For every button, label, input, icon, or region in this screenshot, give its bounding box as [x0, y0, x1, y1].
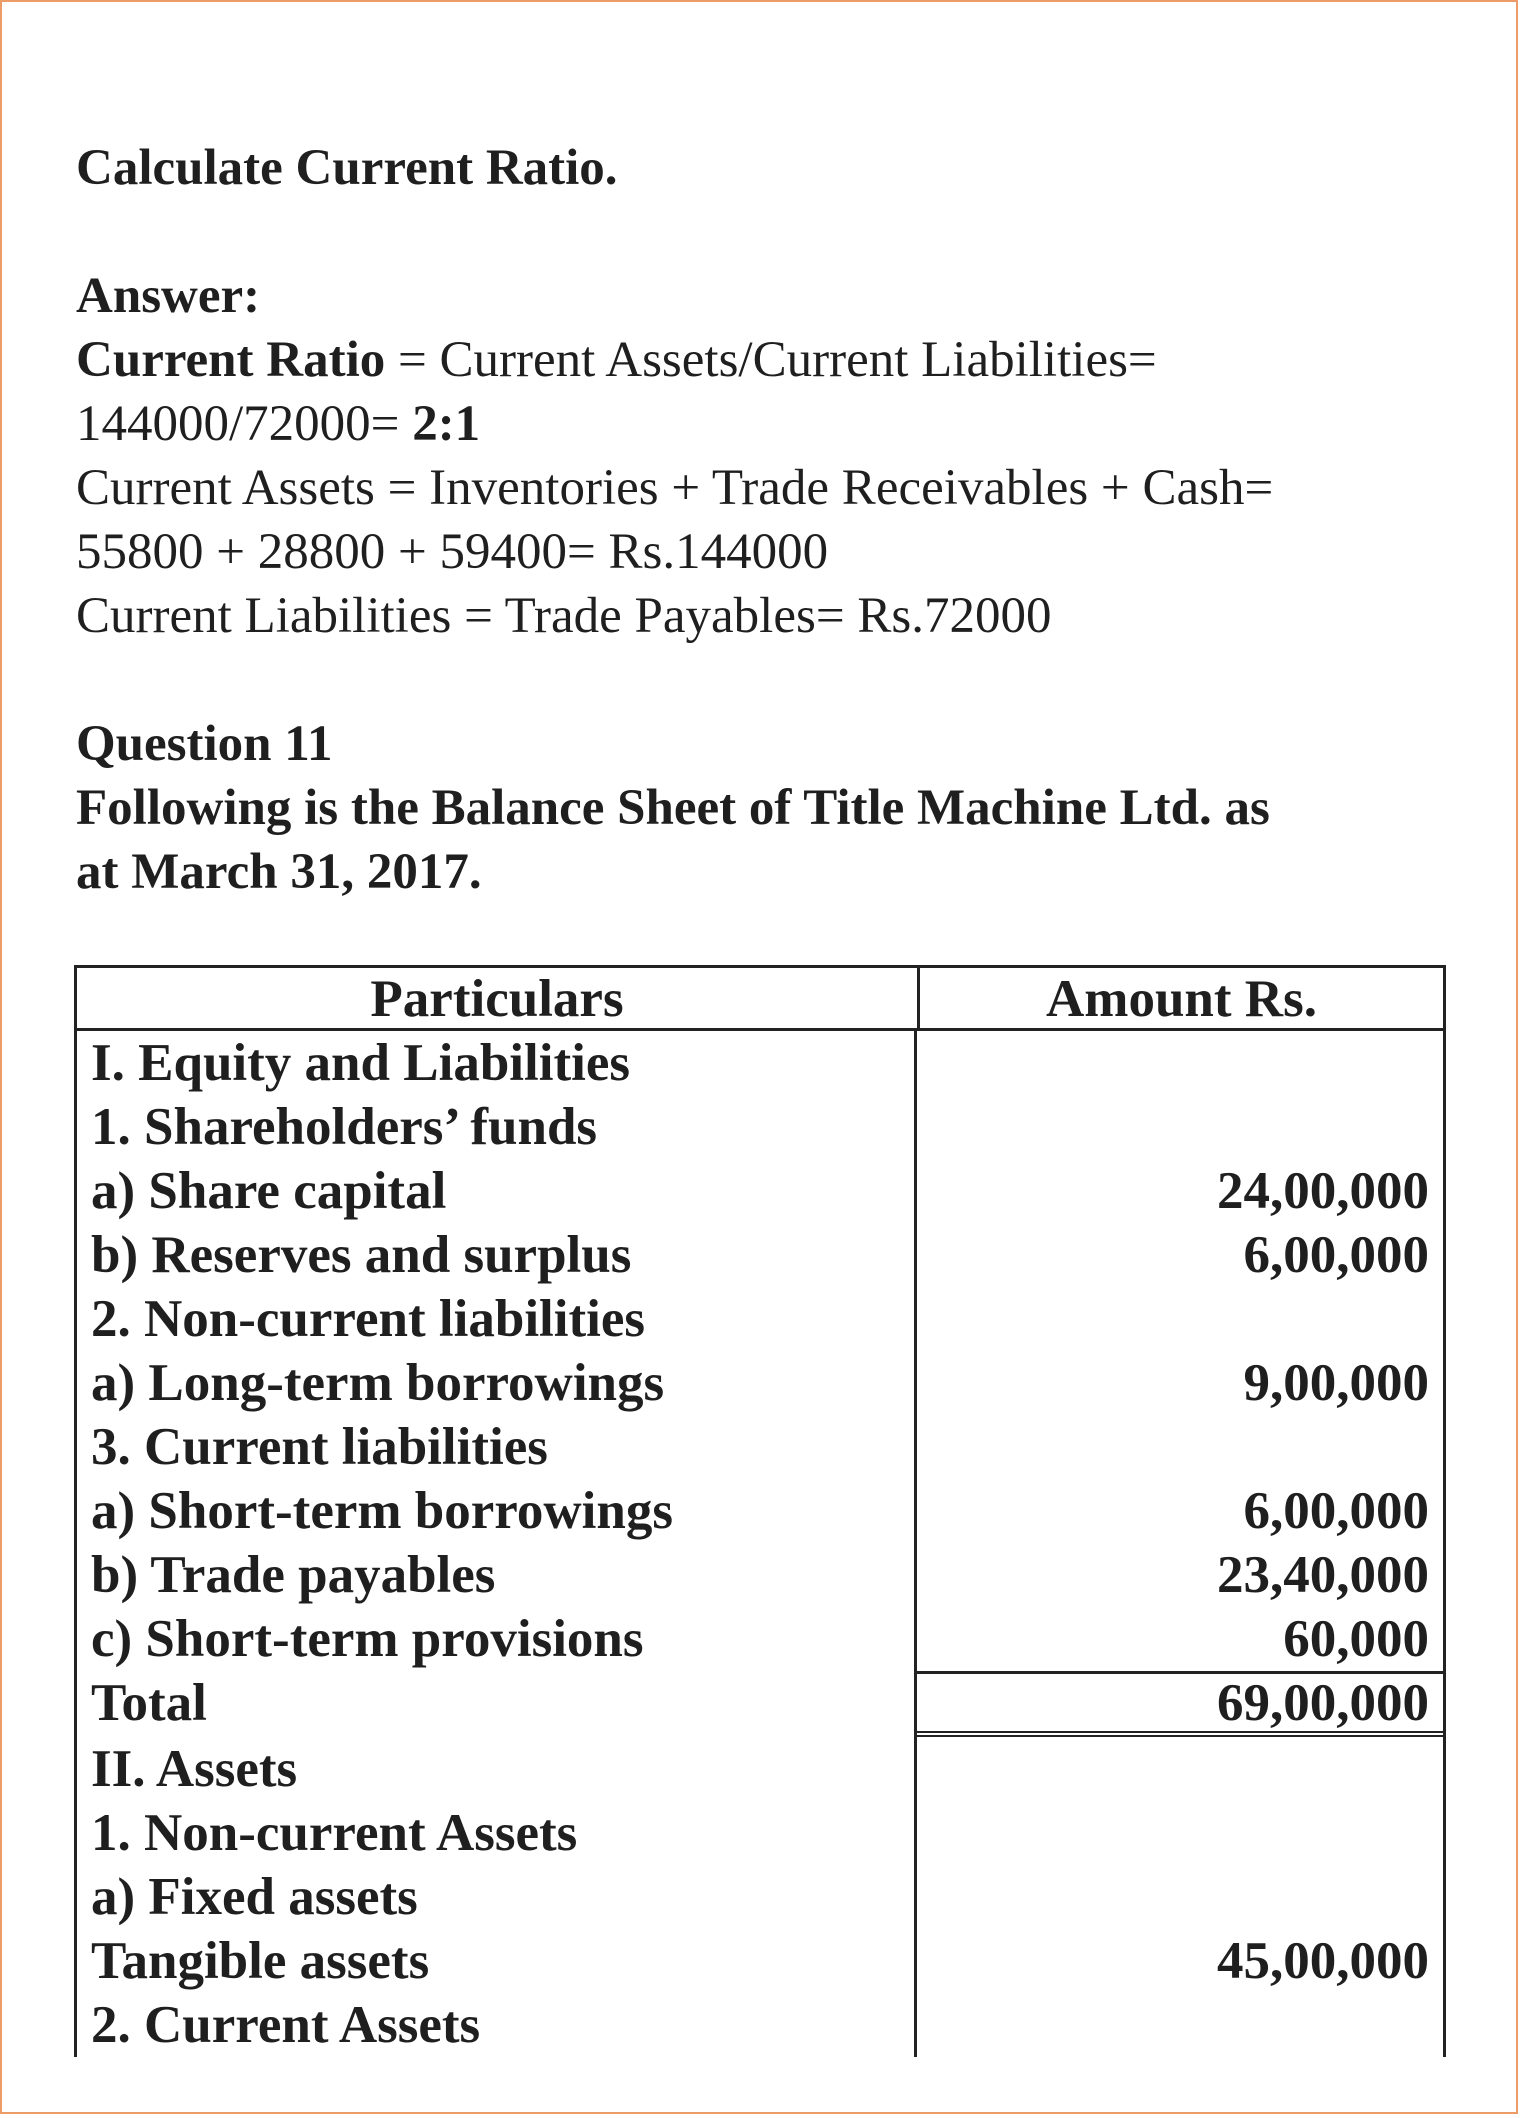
answer-line-2	[76, 392, 1476, 456]
balance-sheet-table	[74, 965, 1446, 2057]
row-particular: b) Reserves and surplus	[91, 1226, 632, 1284]
table-header	[74, 965, 1446, 1031]
row-amount: 60,000	[1283, 1610, 1429, 1668]
row-particular: 2. Current Assets	[91, 1996, 481, 2054]
ratio-calculation: 144000/72000=	[76, 396, 400, 452]
row-amount	[917, 1095, 1443, 1159]
header-amount: Amount Rs.	[1046, 970, 1317, 1028]
row-amount	[917, 1737, 1443, 1801]
table-row	[77, 1159, 1443, 1223]
answer-line-5: Current Liabilities = Trade Payables= Rs.72000	[76, 588, 1052, 644]
row-amount: 24,00,000	[1217, 1162, 1429, 1220]
row-particular: 3. Current liabilities	[91, 1418, 548, 1476]
row-particular: a) Long-term borrowings	[91, 1354, 665, 1412]
row-particular: a) Share capital	[91, 1162, 447, 1220]
table-row	[77, 1287, 1443, 1351]
row-amount: 6,00,000	[1243, 1226, 1429, 1284]
total-label: Total	[91, 1674, 207, 1732]
row-amount: 6,00,000	[1243, 1482, 1429, 1540]
answer-line-3: Current Assets = Inventories + Trade Receivables + Cash=	[76, 460, 1274, 516]
row-amount: 9,00,000	[1243, 1354, 1429, 1412]
row-amount	[917, 1415, 1443, 1479]
table-row	[77, 1865, 1443, 1929]
row-amount	[917, 1801, 1443, 1865]
table-row	[77, 1993, 1443, 2057]
row-amount	[917, 1031, 1443, 1095]
row-particular: 1. Shareholders’ funds	[91, 1098, 598, 1156]
table-row	[77, 1223, 1443, 1287]
row-particular: II. Assets	[91, 1740, 298, 1798]
answer-line-4: 55800 + 28800 + 59400= Rs.144000	[76, 524, 829, 580]
row-amount: 23,40,000	[1217, 1546, 1429, 1604]
table-row	[77, 1351, 1443, 1415]
answer-line-1	[76, 328, 1476, 392]
heading: Calculate Current Ratio.	[76, 140, 618, 196]
column-divider	[914, 1031, 917, 2057]
table-row	[77, 1737, 1443, 1801]
total-row	[77, 1671, 1443, 1737]
row-particular: 1. Non-current Assets	[91, 1804, 578, 1862]
ratio-result: 2:1	[399, 396, 481, 452]
table-body	[74, 1031, 1446, 2057]
row-particular: a) Short-term borrowings	[91, 1482, 673, 1540]
row-particular: Tangible assets	[91, 1932, 430, 1990]
table-row	[77, 1095, 1443, 1159]
table-row	[77, 1479, 1443, 1543]
table-row	[77, 1607, 1443, 1671]
row-amount	[917, 1865, 1443, 1929]
current-ratio-term: Current Ratio	[76, 332, 386, 388]
table-row	[77, 1415, 1443, 1479]
question-number: Question 11	[76, 716, 333, 772]
table-row	[77, 1929, 1443, 1993]
row-particular: a) Fixed assets	[91, 1868, 418, 1926]
row-amount	[917, 1287, 1443, 1351]
row-amount	[917, 1993, 1443, 2057]
table-row	[77, 1801, 1443, 1865]
row-particular: b) Trade payables	[91, 1546, 496, 1604]
row-particular: 2. Non-current liabilities	[91, 1290, 646, 1348]
row-particular: I. Equity and Liabilities	[91, 1034, 631, 1092]
current-ratio-formula: = Current Assets/Current Liabilities=	[385, 332, 1157, 388]
row-particular: c) Short-term provisions	[91, 1610, 644, 1668]
table-row	[77, 1543, 1443, 1607]
header-particulars: Particulars	[77, 968, 920, 1028]
total-amount: 69,00,000	[917, 1671, 1443, 1737]
question-text-2: at March 31, 2017.	[76, 844, 482, 900]
answer-label: Answer:	[76, 268, 261, 324]
table-row	[77, 1031, 1443, 1095]
question-text-1: Following is the Balance Sheet of Title Machine Ltd. as	[76, 780, 1270, 836]
row-amount: 45,00,000	[1217, 1932, 1429, 1990]
